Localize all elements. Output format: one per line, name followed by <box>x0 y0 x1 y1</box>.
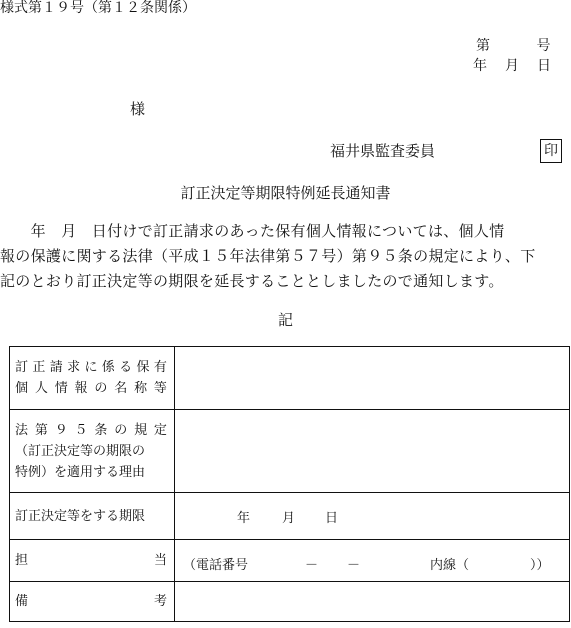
label-line: 訂 正 請 求 に 係 る 保 有 <box>15 360 167 375</box>
document-title: 訂正決定等期限特例延長通知書 <box>180 184 391 202</box>
phone-extension: 内線（ <box>430 558 470 573</box>
doc-number-go: 号 <box>536 38 551 54</box>
deadline-date <box>175 507 569 526</box>
label-line: 個 人 情 報 の 名 称 等 <box>15 381 167 396</box>
label-line: 特例）を適用する理由 <box>15 464 146 480</box>
label-line: 法 第 ９ ５ 条 の 規 定 <box>15 422 167 438</box>
phone-open: （電話番号 <box>183 558 249 573</box>
phone-number <box>175 540 569 581</box>
table-row <box>10 410 570 493</box>
info-table <box>9 346 570 622</box>
phone-close: ）） <box>530 558 550 573</box>
doc-number-dai: 第 <box>476 38 491 54</box>
remarks-label-left: 備 <box>15 594 29 609</box>
phone-dash-1: － <box>305 558 319 573</box>
doc-date-day: 日 <box>537 58 551 74</box>
body-text <box>0 219 571 294</box>
seal-box: 印 <box>540 139 562 163</box>
reason-label <box>10 410 175 493</box>
contact-label <box>10 540 175 582</box>
label-line: （訂正決定等の期限の <box>15 443 146 459</box>
form-number: 様式第１９号（第１２条関係） <box>0 0 196 16</box>
phone-dash-2: － <box>347 558 361 573</box>
label-line: 訂正決定等をする期限 <box>15 508 146 524</box>
remarks-label-right: 考 <box>153 594 167 609</box>
reason-field[interactable] <box>175 410 570 493</box>
body-line: 記のとおり訂正決定等の期限を延長することとしましたので通知します。 <box>0 272 504 290</box>
doc-date-month: 月 <box>505 58 519 74</box>
contact-label-right: 当 <box>153 553 167 568</box>
body-line: 年 月 日付けで訂正請求のあった保有個人情報については、個人情 <box>0 222 505 240</box>
table-row <box>10 582 570 622</box>
addressee: 様 <box>130 100 146 118</box>
personal-info-name-label <box>10 347 175 410</box>
deadline-month: 月 <box>282 510 296 526</box>
deadline-year: 年 <box>237 510 251 526</box>
deadline-label <box>10 493 175 540</box>
remarks-field[interactable] <box>175 582 570 622</box>
contact-label-left: 担 <box>15 553 29 568</box>
document-date <box>473 59 551 73</box>
document-number <box>476 39 551 53</box>
table-row <box>10 540 570 582</box>
remarks-label <box>10 582 175 622</box>
deadline-day: 日 <box>325 510 339 526</box>
doc-date-year: 年 <box>473 58 487 74</box>
body-line: 報の保護に関する法律（平成１５年法律第５７号）第９５条の規定により、下 <box>0 247 536 265</box>
deadline-field[interactable] <box>175 493 570 540</box>
sender-name: 福井県監査委員 <box>330 142 436 160</box>
table-row <box>10 493 570 540</box>
label-line <box>15 550 167 571</box>
personal-info-name-field[interactable] <box>175 347 570 410</box>
table-row <box>10 347 570 410</box>
ki-heading: 記 <box>277 311 293 329</box>
label-line <box>15 591 167 612</box>
contact-field[interactable] <box>175 540 570 582</box>
